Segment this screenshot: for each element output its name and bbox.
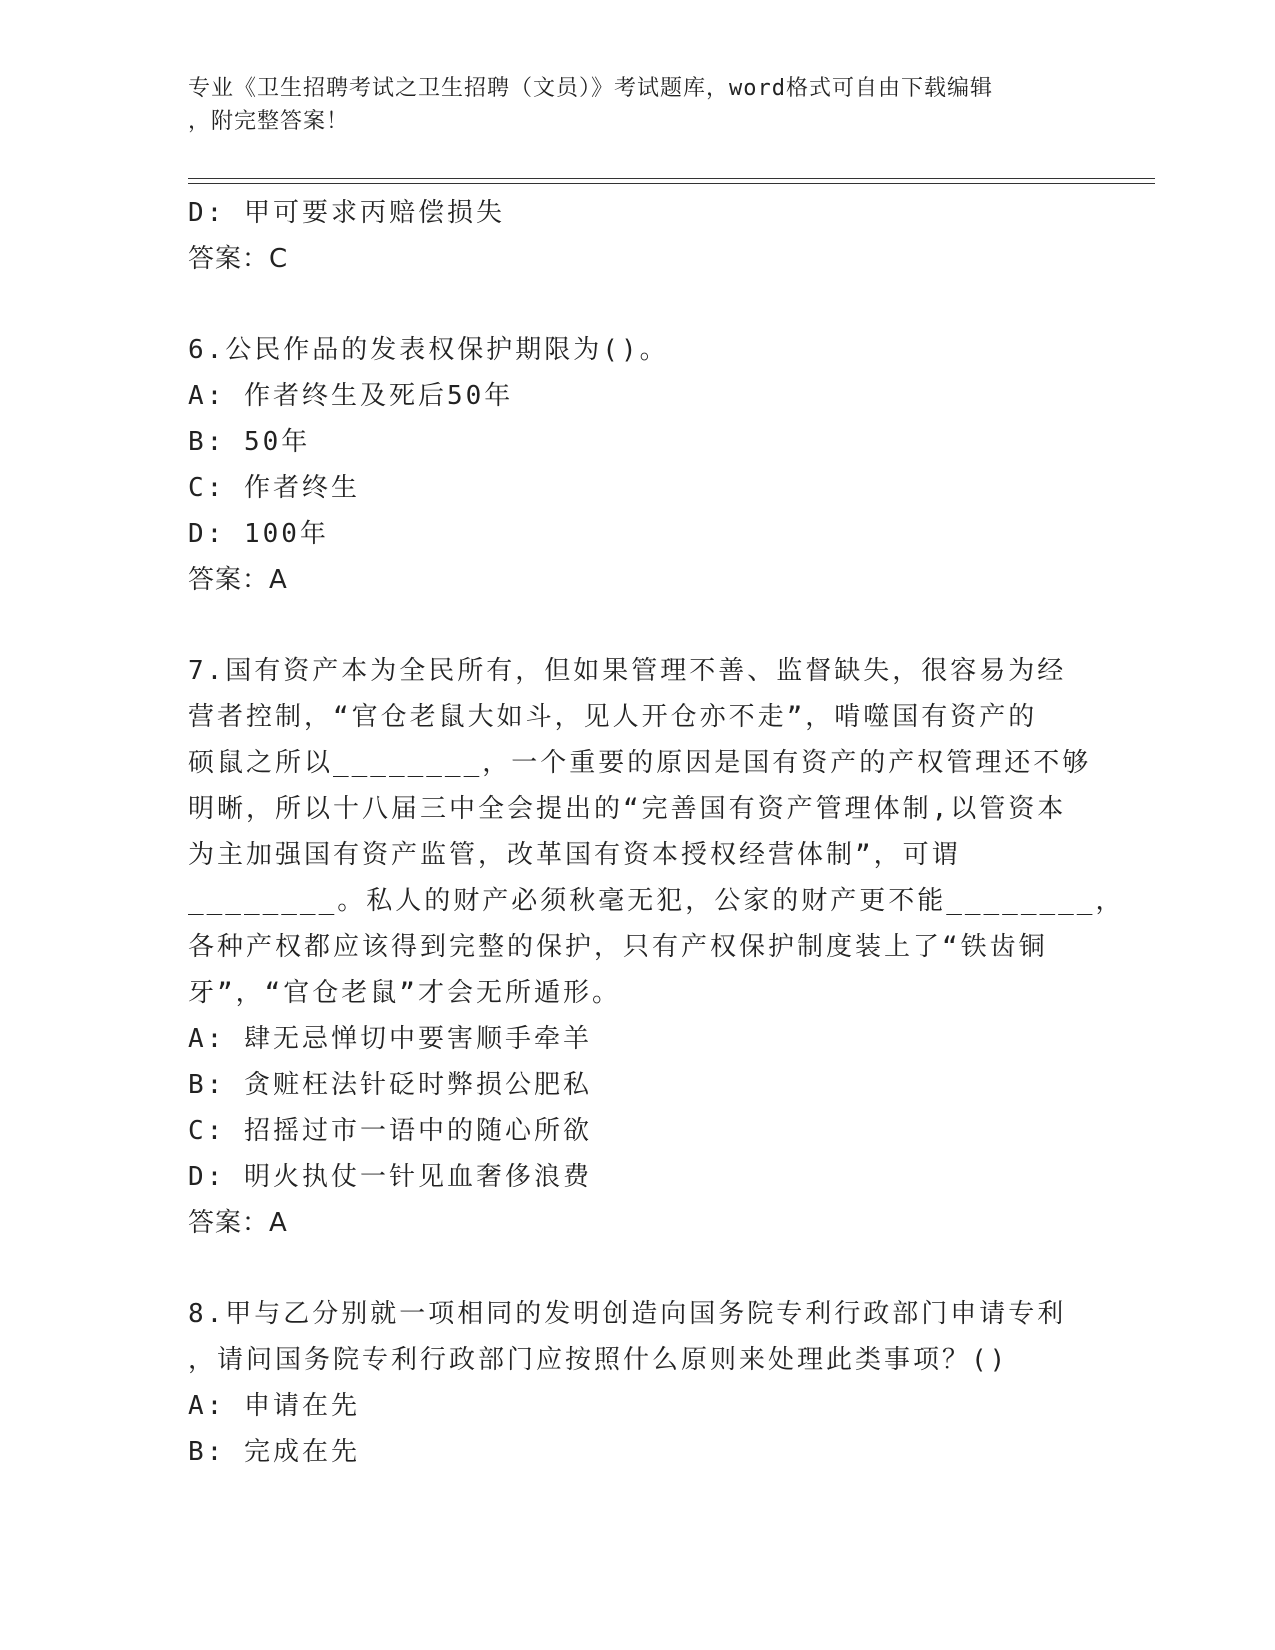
question-list (188, 190, 1125, 1475)
q7-stem-line: 7.国有资产本为全民所有，但如果管理不善、监督缺失，很容易为经 (188, 656, 1067, 686)
q7-stem-line: 明晰，所以十八届三中全会提出的“完善国有资产管理体制,以管资本 (188, 794, 1067, 824)
document-header (188, 72, 1068, 138)
header-line-1: 专业《卫生招聘考试之卫生招聘（文员）》考试题库，word格式可自由下载编辑 (188, 76, 993, 101)
q6-option-a: A: 作者终生及死后50年 (188, 381, 514, 411)
q8-stem (188, 1291, 1088, 1383)
q7-option-d: D: 明火执仗一针见血奢侈浪费 (188, 1162, 592, 1192)
q7-option-c: C: 招摇过市一语中的随心所欲 (188, 1116, 592, 1146)
q7-stem-line: 营者控制，“官仓老鼠大如斗，见人开仓亦不走”，啃噬国有资产的 (188, 702, 1038, 732)
header-rule-bottom (188, 183, 1155, 184)
q8-option-a: A: 申请在先 (188, 1391, 360, 1421)
q6-stem: 6.公民作品的发表权保护期限为()。 (188, 335, 669, 365)
q8-stem-line: ，请问国务院专利行政部门应按照什么原则来处理此类事项？() (188, 1345, 1009, 1375)
q7-option-a: A: 肆无忌惮切中要害顺手牵羊 (188, 1024, 592, 1054)
q6-option-d: D: 100年 (188, 519, 329, 549)
q7-stem-line: 硕鼠之所以________，一个重要的原因是国有资产的产权管理还不够 (188, 748, 1092, 778)
q6-answer: 答案：A (188, 565, 288, 595)
q5-option-d: D: 甲可要求丙赔偿损失 (188, 198, 505, 228)
q7-stem-line: 牙”，“官仓老鼠”才会无所遁形。 (188, 978, 621, 1008)
header-rule-top (188, 178, 1155, 179)
q8-option-b: B: 完成在先 (188, 1437, 360, 1467)
q7-stem-line: ________。私人的财产必须秋毫无犯，公家的财产更不能________， (188, 886, 1125, 916)
q6-option-b: B: 50年 (188, 427, 311, 457)
q7-stem (188, 648, 1125, 1016)
q7-stem-line: 各种产权都应该得到完整的保护，只有产权保护制度装上了“铁齿铜 (188, 932, 1048, 962)
q5-answer: 答案：C (188, 244, 289, 274)
q7-option-b: B: 贪赃枉法针砭时弊损公肥私 (188, 1070, 592, 1100)
header-line-2: ，附完整答案！ (188, 109, 350, 134)
q7-answer: 答案：A (188, 1208, 288, 1238)
q7-stem-line: 为主加强国有资产监管，改革国有资本授权经营体制”，可谓 (188, 840, 961, 870)
q8-stem-line: 8.甲与乙分别就一项相同的发明创造向国务院专利行政部门申请专利 (188, 1299, 1067, 1329)
q6-option-c: C: 作者终生 (188, 473, 360, 503)
